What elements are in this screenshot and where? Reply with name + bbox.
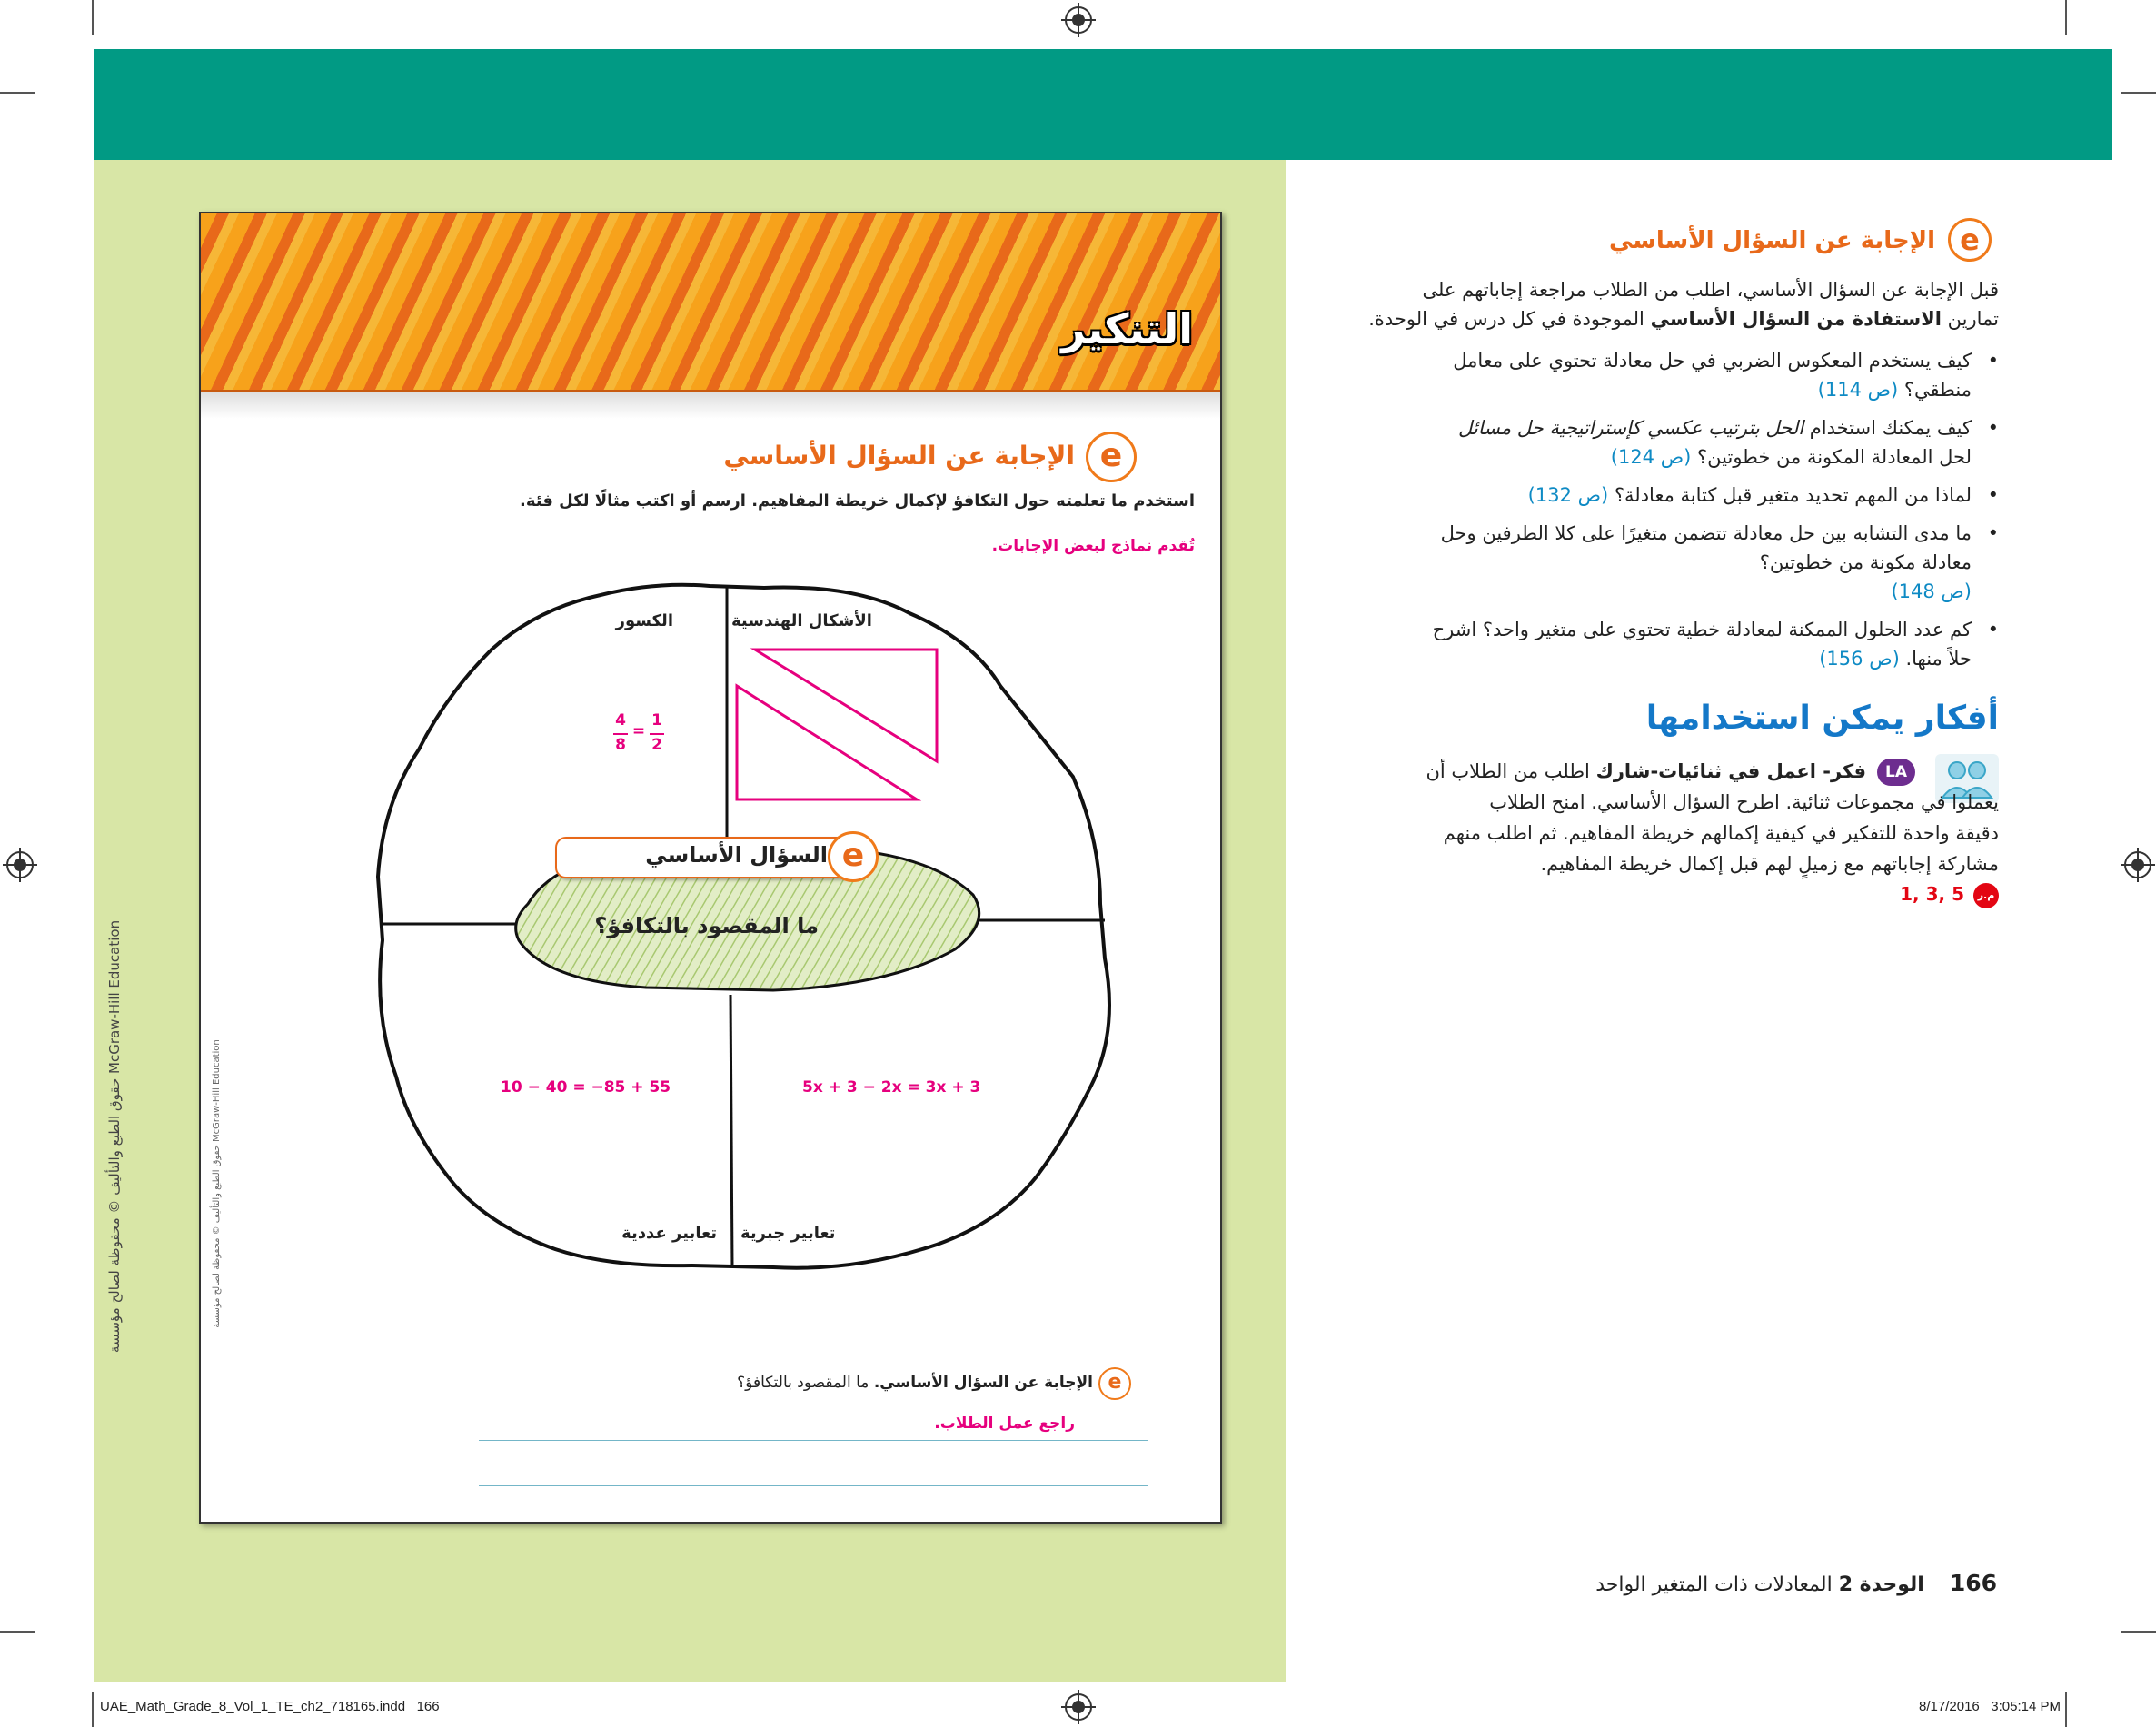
crop-mark — [0, 1631, 35, 1633]
bullet-2-text-2: لحل المعادلة المكونة من خطوتين؟ — [1697, 446, 1972, 468]
eq-heading: الإجابة عن السؤال الأساسي — [723, 441, 1075, 471]
bullet-2-strategy: الحل بترتيب عكسي كإستراتيجية حل مسائل — [1457, 417, 1804, 439]
bullet-2-line-2 — [1611, 442, 1972, 472]
activity-line-3: دقيقة واحدة للتفكير في كيفية إكمالهم خريطة المفاهيم. ثم اطلب منهم — [1443, 822, 1999, 844]
activity-text-1: اطلب من الطلاب أن — [1426, 760, 1590, 782]
page-footer — [1595, 1570, 1997, 1596]
top-banner — [94, 49, 2112, 160]
activity-title: فكر- اعمل في ثنائيات-شارك — [1595, 760, 1866, 782]
quadrant-label-algebraic: تعابير جبرية — [740, 1224, 836, 1243]
margin-copyright: حقوق الطبع والتأليف © محفوظة لصالح مؤسسة McGraw-Hill Education — [106, 919, 123, 1354]
crop-mark — [0, 92, 35, 94]
bullet-4-line-2: معادلة مكونة من خطوتين؟ — [1759, 551, 1972, 573]
mp-values: 1, 3, 5 — [1900, 883, 1964, 905]
quadrant-label-geometry: الأشكال الهندسية — [731, 611, 872, 630]
crop-mark — [2065, 1692, 2067, 1727]
fraction-bar-2 — [650, 733, 664, 735]
crop-mark — [92, 0, 94, 35]
bullet-1-text: منطقي؟ — [1903, 379, 1972, 401]
registration-mark-icon — [1065, 6, 1092, 34]
center-question: ما المقصود بالتكافؤ؟ — [594, 913, 819, 938]
activity-line-4: مشاركة إجاباتهم مع زميلٍ لهم قبل إكمال خريطة المفاهيم. — [1540, 853, 1999, 875]
bullet-2-text: كيف يمكنك استخدام — [1809, 417, 1972, 439]
bullet-5-line-1: كم عدد الحلول الممكنة لمعادلة خطية تحتوي على متغير واحد؟ اشرح — [1432, 619, 1972, 640]
fraction-equals: = — [631, 722, 646, 740]
worksheet-title: التنكير — [1061, 304, 1193, 353]
eq-icon: e — [1948, 218, 1992, 262]
vertical-divider-bottom — [730, 995, 732, 1267]
bullet-3-line-1 — [1528, 480, 1972, 511]
slug-file: UAE_Math_Grade_8_Vol_1_TE_ch2_718165.indd 166 — [100, 1699, 440, 1714]
eq-heading-right: الإجابة عن السؤال الأساسي — [1609, 227, 1935, 254]
ideas-heading: أفكار يمكن استخدامها — [1645, 700, 1999, 737]
crop-mark — [2121, 92, 2156, 94]
footer-answer: راجع عمل الطلاب. — [934, 1414, 1075, 1433]
footer-question-text: ما المقصود بالتكافؤ؟ — [737, 1374, 869, 1392]
bullet-4-line-1: ما مدى التشابه بين حل معادلة تتضمن متغيرًا على كلا الطرفين وحل — [1440, 522, 1972, 544]
eq-icon: e — [1098, 1367, 1131, 1400]
registration-mark-icon — [6, 851, 34, 878]
bullet-dot: • — [1987, 417, 1999, 439]
registration-mark-icon — [1065, 1693, 1092, 1721]
eq-icon: e — [1086, 432, 1137, 482]
bullet-3-page-ref[interactable]: (ص 132) — [1527, 484, 1609, 506]
intro-line-1: قبل الإجابة عن السؤال الأساسي، اطلب من الطلاب مراجعة إجاباتهم على — [1422, 279, 1999, 301]
unit-label: الوحدة 2 — [1838, 1573, 1924, 1596]
footer-question — [737, 1374, 1093, 1392]
crop-mark — [92, 1692, 94, 1727]
eq-label-text: السؤال الأساسي — [645, 842, 828, 868]
fraction-denominator-1: 8 — [615, 736, 626, 754]
instruction-text: استخدم ما تعلمته حول التكافؤ لإكمال خريطة المفاهيم. ارسم أو اكتب مثالًا لكل فئة. — [520, 491, 1195, 511]
worksheet-page — [199, 212, 1222, 1524]
worksheet-copyright: حقوق الطبع والتأليف © محفوظة لصالح مؤسسة McGraw-Hill Education — [212, 1039, 222, 1328]
intro-word: تمارين — [1947, 308, 1999, 330]
registration-mark-icon — [2124, 851, 2151, 878]
bullet-4-page-ref[interactable]: (ص 148) — [1891, 581, 1972, 602]
activity-line-1 — [1426, 756, 1866, 787]
answer-line-2 — [479, 1485, 1148, 1486]
footer-question-bold: الإجابة عن السؤال الأساسي. — [873, 1374, 1093, 1392]
quadrant-label-numeric: تعابير عددية — [621, 1224, 717, 1243]
fraction-example — [613, 711, 668, 766]
bullet-5-line-2 — [1819, 643, 1972, 674]
bullet-5-text: حلاً منها. — [1905, 648, 1972, 670]
bullet-3-text: لماذا من المهم تحديد متغير قبل كتابة معادلة؟ — [1614, 484, 1972, 506]
bullet-dot: • — [1987, 619, 1999, 640]
page-number: 166 — [1949, 1570, 1997, 1596]
bullet-5-page-ref[interactable]: (ص 156) — [1819, 648, 1900, 670]
intro-bold: الاستفادة من السؤال الأساسي — [1650, 308, 1942, 330]
quadrant-label-fractions: الكسور — [615, 611, 673, 630]
la-badge: LA — [1877, 759, 1915, 786]
teacher-notes — [1326, 218, 1999, 945]
answer-line-1 — [479, 1440, 1148, 1441]
fraction-numerator-1: 4 — [615, 711, 626, 730]
bullet-1-page-ref[interactable]: (ص 114) — [1817, 379, 1899, 401]
bullet-2-page-ref[interactable]: (ص 124) — [1610, 446, 1692, 468]
bullet-dot: • — [1987, 350, 1999, 372]
bullet-1-line-1: كيف يستخدم المعكوس الضربي في حل معادلة تحتوي على معامل — [1453, 350, 1972, 372]
fraction-denominator-2: 2 — [651, 736, 662, 754]
activity-line-2: يعملوا في مجموعات ثنائية. اطرح السؤال الأساسي. امنح الطلاب — [1489, 791, 1999, 813]
bullet-dot: • — [1987, 522, 1999, 544]
fraction-bar-1 — [613, 733, 628, 735]
bullet-2-line-1 — [1458, 412, 1972, 443]
sample-answers-note: تُقدم نماذج لبعض الإجابات. — [991, 537, 1195, 555]
header-shadow — [201, 392, 1220, 419]
crop-mark — [2121, 1631, 2156, 1633]
slug-date: 8/17/2016 3:05:14 PM — [1919, 1699, 2061, 1714]
intro-rest: الموجودة في كل درس في الوحدة. — [1368, 308, 1644, 330]
mp-badge: م.ر — [1973, 883, 1999, 908]
intro-line-2 — [1368, 303, 1999, 334]
algebraic-expression: 5x + 3 − 2x = 3x + 3 — [802, 1078, 981, 1097]
numeric-expression: 10 − 40 = −85 + 55 — [501, 1078, 671, 1097]
bullet-dot: • — [1987, 484, 1999, 506]
fraction-numerator-2: 1 — [651, 711, 662, 730]
worksheet-header — [201, 213, 1220, 392]
crop-mark — [2065, 0, 2067, 35]
unit-title: المعادلات ذات المتغير الواحد — [1595, 1573, 1833, 1596]
bullet-1-line-2 — [1818, 374, 1972, 405]
eq-icon: e — [828, 831, 879, 882]
